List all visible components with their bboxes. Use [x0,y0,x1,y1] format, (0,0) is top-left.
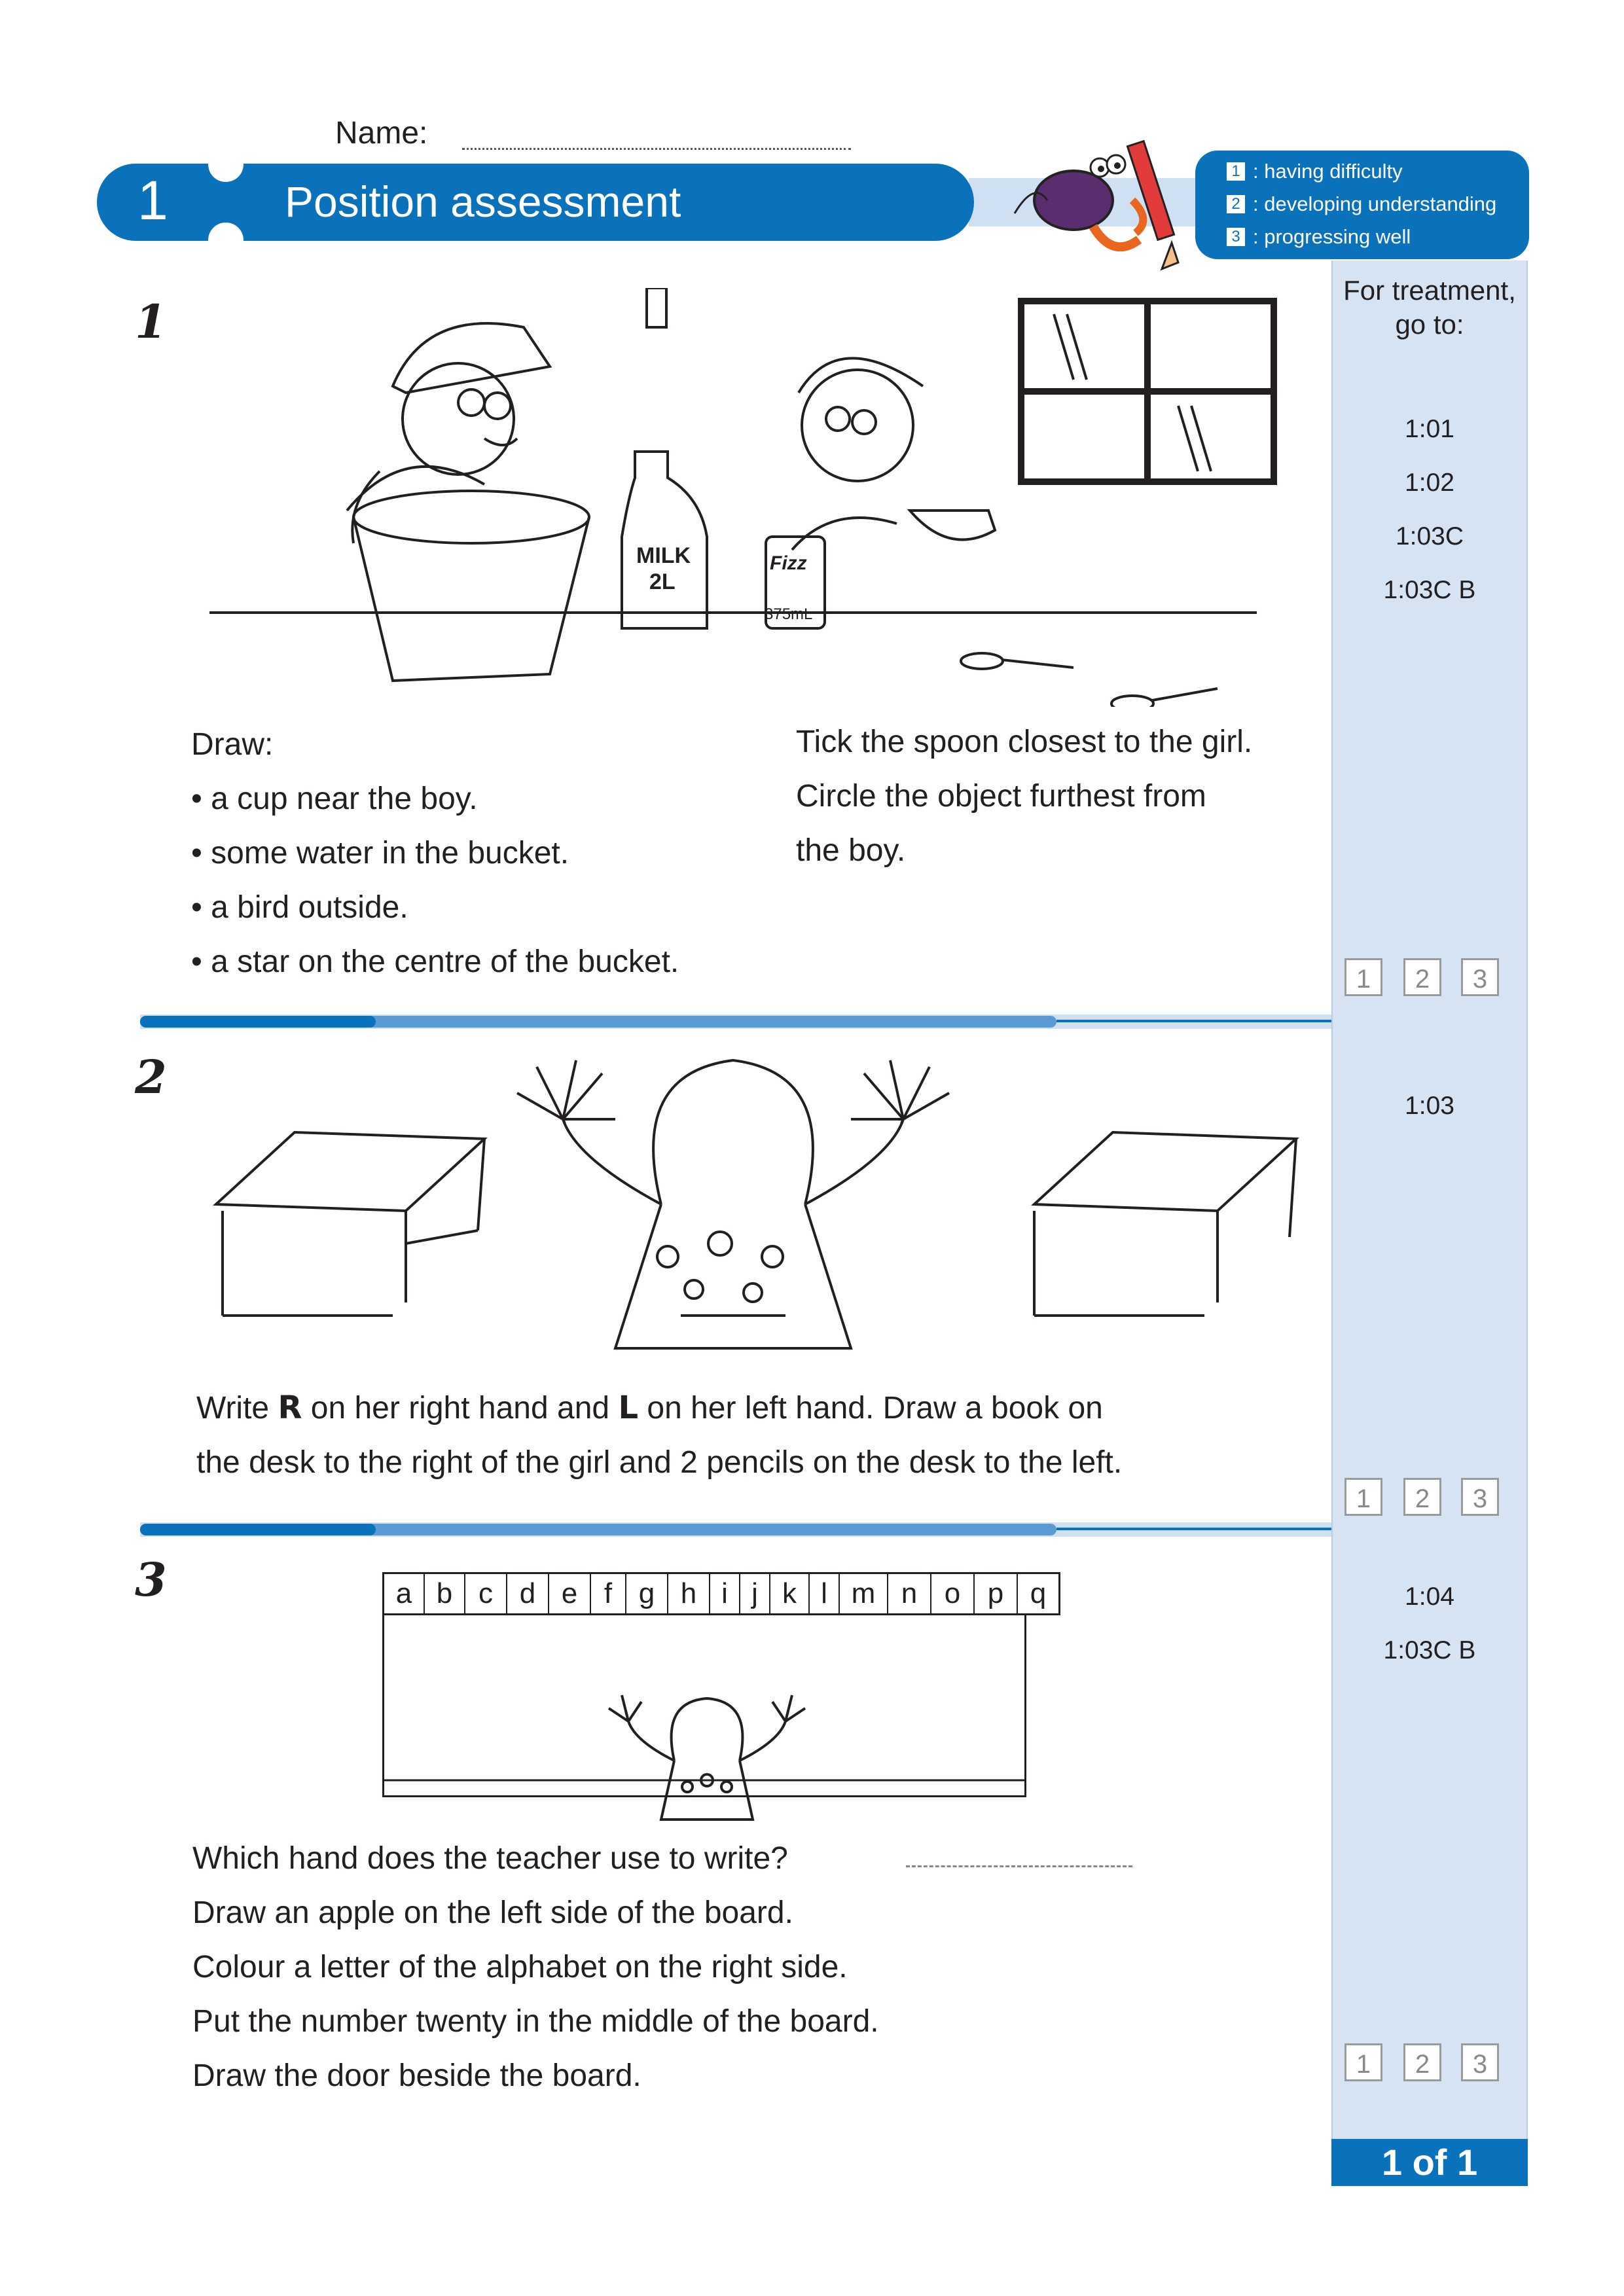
alphabet-letter[interactable]: a [384,1574,425,1613]
q2-text: Write [196,1391,278,1426]
page-indicator: 1 of 1 [1331,2139,1528,2186]
treatment-code: 1:03C B [1383,576,1476,604]
q1-instruction: Tick the spoon closest to the girl. [796,725,1253,759]
legend-text: : progressing well [1253,225,1411,248]
alphabet-letter[interactable]: q [1030,1577,1047,1609]
treatment-heading-line: For treatment, [1343,275,1516,306]
score-box-q2-1[interactable]: 1 [1344,1478,1382,1516]
score-box-q2-3[interactable]: 3 [1461,1478,1499,1516]
treatment-heading [1331,274,1528,342]
legend-row-3 [1227,225,1411,249]
can-size-label: 375mL [765,605,813,623]
teacher-at-board-illustration [576,1689,838,1833]
q2-instruction: the desk to the right of the girl and 2 pencils on the desk to the left. [196,1445,1123,1480]
alphabet-letter[interactable]: n [888,1574,931,1613]
treatment-code: 1:01 [1405,415,1454,443]
legend-number: 1 [1227,162,1245,181]
alphabet-letter[interactable]: j [740,1574,770,1613]
legend-number: 2 [1227,195,1245,213]
treatment-code: 1:04 [1405,1583,1454,1611]
question-number: 2 [135,1050,167,1104]
treatment-code: 1:03 [1405,1092,1454,1120]
legend-text: : having difficulty [1253,160,1403,183]
q3-instruction: Draw the door beside the board. [192,2058,641,2093]
q1-instruction: Circle the object furthest from [796,779,1206,814]
kitchen-scene-illustration [209,288,1283,707]
score-box-q1-3[interactable]: 3 [1461,958,1499,996]
section-divider [140,1014,1331,1029]
alphabet-letter[interactable]: p [975,1574,1018,1613]
q3-instruction: Put the number twenty in the middle of the board. [192,2004,879,2039]
alphabet-letter[interactable]: e [549,1574,591,1613]
q1-bullet: • a star on the centre of the bucket. [191,944,679,979]
name-label: Name: [335,116,428,151]
section-divider [140,1522,1331,1537]
hermit-crab-mascot-illustration [1001,128,1198,272]
treatment-heading-line: go to: [1395,309,1464,340]
alphabet-letter[interactable]: f [591,1574,626,1613]
score-box-q1-1[interactable]: 1 [1344,958,1382,996]
alphabet-strip [382,1572,1060,1615]
treatment-code: 1:03C B [1383,1636,1476,1664]
q1-bullet: • some water in the bucket. [191,836,569,870]
unit-number: 1 [137,170,168,231]
legend-row-1 [1227,160,1403,183]
legend-number: 3 [1227,228,1245,246]
q1-draw-heading: Draw: [191,727,274,762]
alphabet-letter[interactable]: d [507,1574,549,1613]
score-box-q3-2[interactable]: 2 [1403,2043,1441,2081]
letter-l: L [618,1390,639,1426]
alphabet-letter[interactable]: o [931,1574,975,1613]
question-number: 1 [135,295,167,349]
q2-text: on her right hand and [302,1391,619,1426]
q2-instruction [196,1381,1103,1435]
name-field[interactable] [462,148,851,150]
milk-size-label: 2L [649,569,676,594]
page-title: Position assessment [285,177,681,226]
alphabet-letter[interactable]: k [770,1574,810,1613]
score-box-q3-3[interactable]: 3 [1461,2043,1499,2081]
question-number: 3 [135,1552,167,1607]
alphabet-letter[interactable]: h [668,1574,710,1613]
alphabet-letter[interactable]: g [626,1574,668,1613]
q1-bullet: • a bird outside. [191,890,408,925]
treatment-code: 1:03C [1395,522,1464,550]
can-label: Fizz [770,552,807,574]
score-box-q3-1[interactable]: 1 [1344,2043,1382,2081]
q2-text: on her left hand. Draw a book on [638,1391,1103,1426]
letter-r: R [278,1390,302,1426]
answer-field[interactable] [906,1865,1132,1867]
score-box-q1-2[interactable]: 2 [1403,958,1441,996]
alphabet-letter[interactable]: l [810,1574,840,1613]
girl-between-desks-illustration [209,1041,1309,1381]
milk-label: MILK [636,543,691,568]
treatment-code: 1:02 [1405,469,1454,497]
q3-instruction: Which hand does the teacher use to write? [192,1841,788,1876]
alphabet-letter[interactable]: c [465,1574,507,1613]
alphabet-letter[interactable]: m [840,1574,888,1613]
q3-instruction: Colour a letter of the alphabet on the right side. [192,1950,848,1984]
q1-instruction: the boy. [796,833,906,868]
alphabet-letter[interactable]: i [710,1574,740,1613]
q3-instruction: Draw an apple on the left side of the board. [192,1895,793,1930]
q1-bullet: • a cup near the boy. [191,781,478,816]
score-legend [1195,151,1529,259]
score-box-q2-2[interactable]: 2 [1403,1478,1441,1516]
legend-text: : developing understanding [1253,192,1497,215]
legend-row-2 [1227,192,1496,216]
alphabet-letter[interactable]: b [425,1574,465,1613]
